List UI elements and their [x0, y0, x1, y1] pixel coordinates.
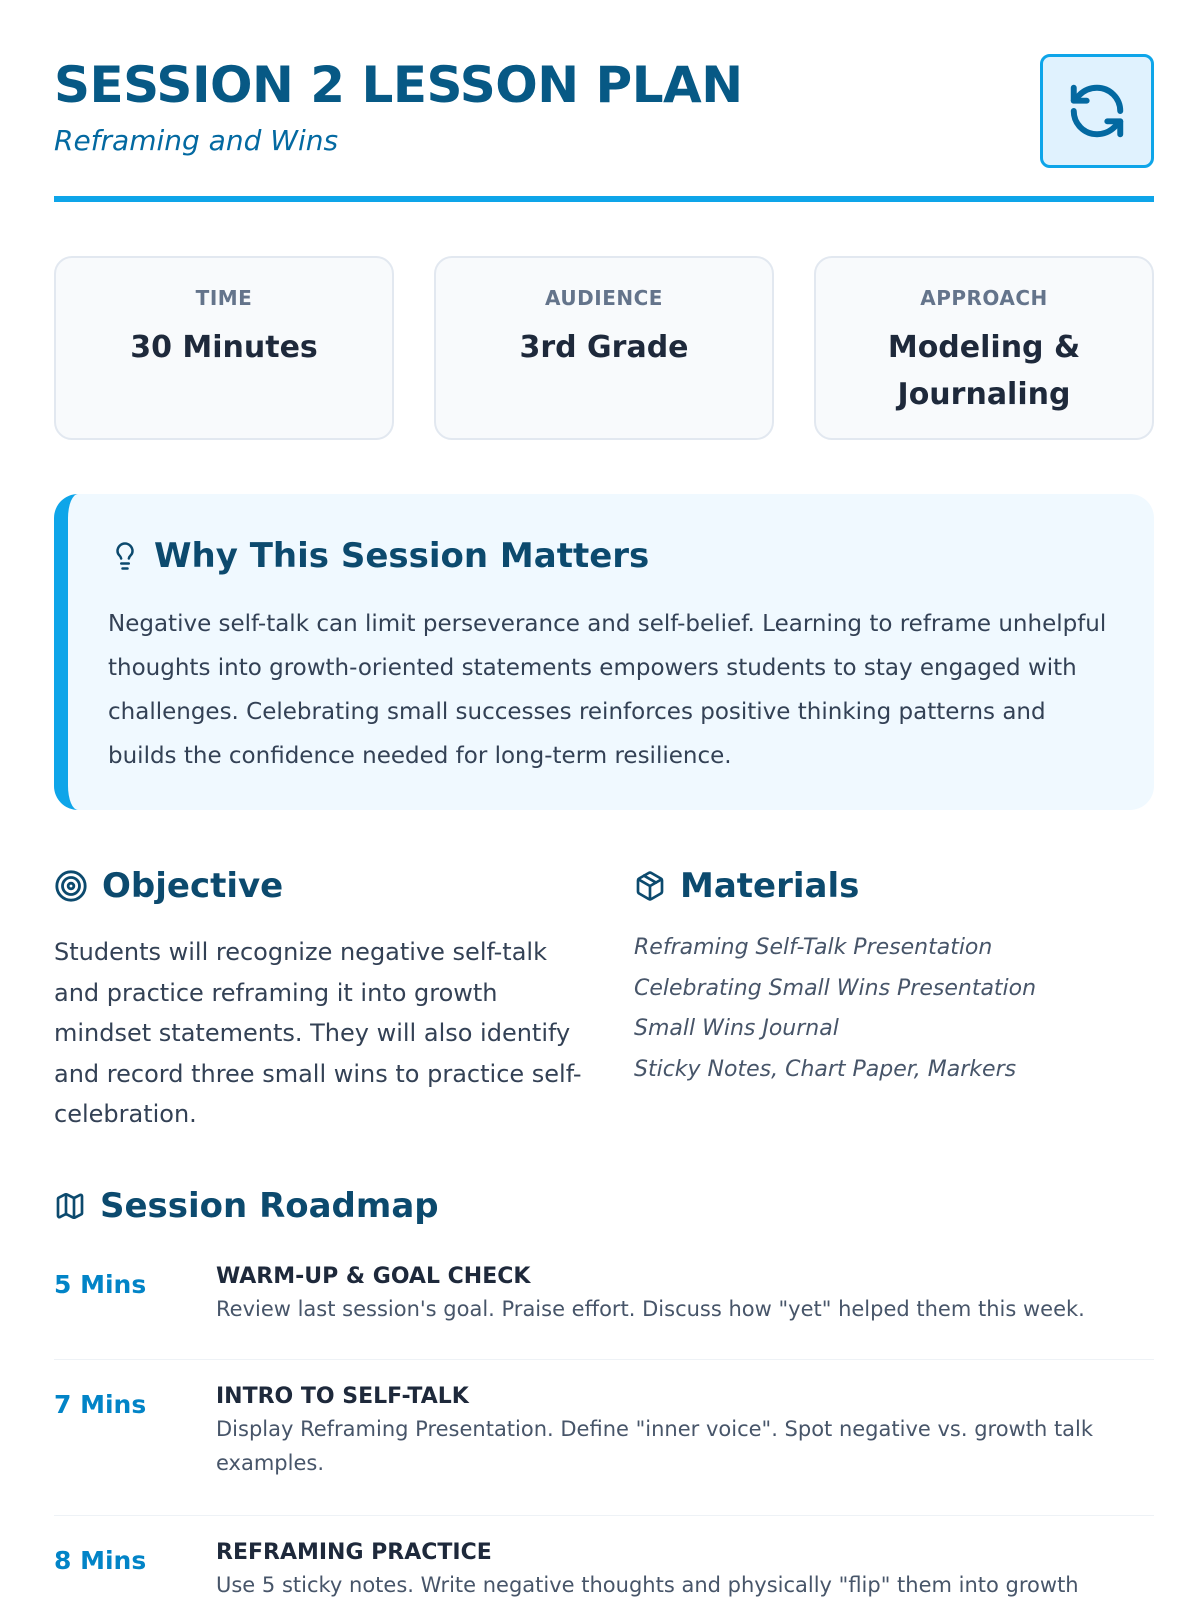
roadmap-step-title: INTRO TO SELF-TALK [216, 1384, 469, 1409]
roadmap-time: 5 Mins [54, 1270, 147, 1299]
roadmap-list [54, 1262, 1154, 1600]
stat-card-approach [814, 256, 1154, 440]
materials-title: Materials [680, 866, 860, 906]
stat-card-time [54, 256, 394, 440]
package-icon [634, 869, 666, 903]
roadmap-step-title: REFRAMING PRACTICE [216, 1540, 492, 1565]
roadmap-item [54, 1262, 1154, 1360]
roadmap-body [216, 1262, 1154, 1326]
list-item: Reframing Self-Talk Presentation [634, 935, 993, 960]
roadmap-step-desc: Review last session's goal. Praise effort. Discuss how "yet" helped them this week. [216, 1297, 1085, 1321]
why-title: Why This Session Matters [154, 536, 650, 576]
map-icon [54, 1190, 86, 1222]
roadmap-heading [54, 1186, 439, 1226]
objective-text: Students will recognize negative self-talk and practice reframing it into growth mindset statements. They will also identify and record three small wins to practice self-celebration. [54, 938, 582, 1128]
why-callout [54, 494, 1154, 810]
list-item: Small Wins Journal [634, 1016, 839, 1041]
stat-card-audience [434, 256, 774, 440]
roadmap-body [216, 1538, 1154, 1600]
objective-title: Objective [102, 866, 284, 906]
roadmap-time: 7 Mins [54, 1390, 147, 1419]
roadmap-step-desc: Use 5 sticky notes. Write negative thoughts and physically "flip" them into growth [216, 1573, 1079, 1597]
stat-value: 30 Minutes [130, 330, 318, 365]
stat-label: APPROACH [920, 286, 1048, 310]
stat-label: TIME [195, 286, 253, 310]
refresh-icon [1066, 80, 1128, 142]
roadmap-item [54, 1516, 1154, 1600]
target-icon [54, 869, 88, 903]
session-stats [54, 256, 1154, 440]
stat-value: Modeling & Journaling [887, 330, 1081, 412]
list-item: Celebrating Small Wins Presentation [634, 975, 1037, 1001]
stat-label: AUDIENCE [545, 286, 663, 310]
roadmap-step-title: WARM-UP & GOAL CHECK [216, 1264, 531, 1289]
page-title: SESSION 2 LESSON PLAN [54, 56, 743, 114]
stat-value: 3rd Grade [519, 330, 689, 365]
roadmap-item [54, 1360, 1154, 1516]
roadmap-time: 8 Mins [54, 1546, 147, 1575]
why-heading [110, 536, 649, 576]
materials-heading [634, 866, 859, 906]
lightbulb-icon [110, 539, 140, 573]
page-subtitle: Reframing and Wins [54, 124, 339, 157]
page-header [54, 54, 1154, 202]
refresh-button[interactable] [1040, 54, 1154, 168]
list-item: Sticky Notes, Chart Paper, Markers [634, 1056, 1017, 1082]
objective-heading [54, 866, 283, 906]
roadmap-title: Session Roadmap [100, 1186, 439, 1226]
why-text: Negative self-talk can limit perseverance and self-belief. Learning to reframe unhelpful thoughts into growth-oriented statements empowers students to stay engaged with challenges. Celebrating small successes reinforces positive thinking patterns and builds the confidence needed for long-term resilience. [108, 611, 1107, 769]
roadmap-body [216, 1382, 1154, 1480]
roadmap-step-desc: Display Reframing Presentation. Define "inner voice". Spot negative vs. growth talk examples. [216, 1417, 1094, 1475]
materials-list [634, 928, 1154, 1090]
